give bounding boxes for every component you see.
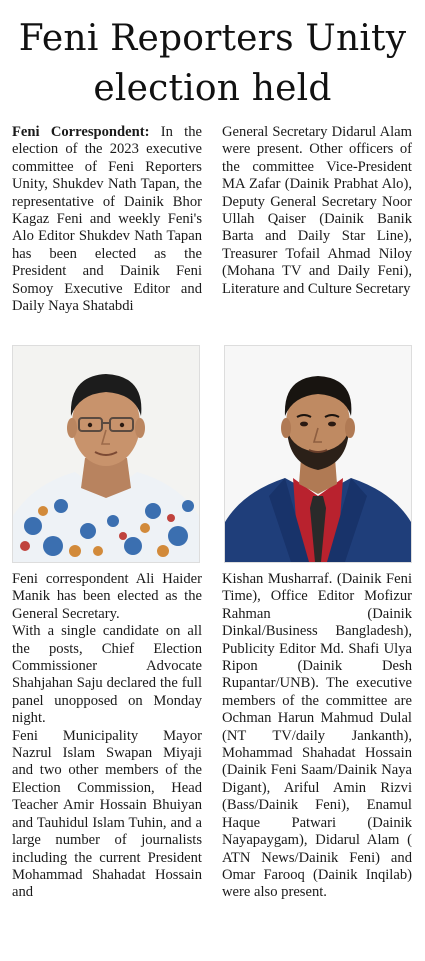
article-column-1-bottom (12, 571, 202, 946)
headline (0, 14, 425, 114)
article-text-col2-bottom: Kishan Musharraf. (Dainik Feni Time), Office Editor Mofizur Rahman (Dainik Dinkal/Business Bangladesh), Publicity Editor Md. Shafi Ulya Ripon (Dainik Desh Rupantar/UNB). The executive members of the committee are Ochman Harun Mahmud Dulal (NT TV/daily Jankanth), Mohammad Shahadat Hossain (Dainik Feni Saam/Dainik Naya Digant), Ariful Amin Rizvi (Bass/Dainik Feni), Enamul Haque Patwari (Dainik Nayapaygam), Didarul Alam ( ATN News/Dainik Feni) and Omar Farooq (Dainik Inqilab) were also present. (222, 571, 412, 901)
president-photo (12, 345, 200, 563)
general-secretary-photo (224, 345, 412, 563)
article-text-col2-top: General Secretary Didarul Alam were present. Other officers of the committee Vice-President MA Zafar (Dainik Prabhat Alo), Deputy General Secretary Noor Ullah Qaiser (Dainik Banik Barta and Daily Star Line), Treasurer Tofail Ahmad Niloy (Mohana TV and Daily Feni), Literature and Culture Secretary (222, 124, 412, 297)
portrait-photo-president-icon (13, 346, 199, 562)
article-column-1-top (12, 124, 202, 338)
headline-line-1: Feni Reporters Unity (18, 18, 407, 59)
article-column-2-bottom (222, 571, 412, 946)
article-paragraph-1 (12, 124, 202, 315)
portrait-photo-general-secretary-icon (225, 346, 411, 562)
article-text-col1-bottom-2: With a single candidate on all the posts, Chief Election Commissioner Advocate Shahjahan Saju declared the full panel unopposed on Monday night. (12, 623, 202, 727)
article-column-2-top (222, 124, 412, 338)
article-text-col1-top: In the election of the 2023 executive committee of Feni Reporters Unity, Shukdev Nath Tapan, the representative of Dainik Bhor Kagaz Feni and weekly Feni's Alo Editor Shukdev Nath Tapan has been elected as the President and Dainik Feni Somoy Executive Editor and Daily Naya Shatabdi (12, 124, 202, 315)
byline: Feni Correspondent: (12, 124, 150, 140)
headline-line-2: election held (93, 68, 332, 109)
article-text-col1-bottom-3: Feni Municipality Mayor Nazrul Islam Swapan Miyaji and two other members of the Election Commission, Head Teacher Amir Hossain Bhuiyan and Tauhidul Islam Tuhin, and a large number of journalists including the current President Mohammad Shahadat Hossain and (12, 727, 202, 901)
article-text-col1-bottom-1: Feni correspondent Ali Haider Manik has been elected as the General Secretary. (12, 571, 202, 622)
